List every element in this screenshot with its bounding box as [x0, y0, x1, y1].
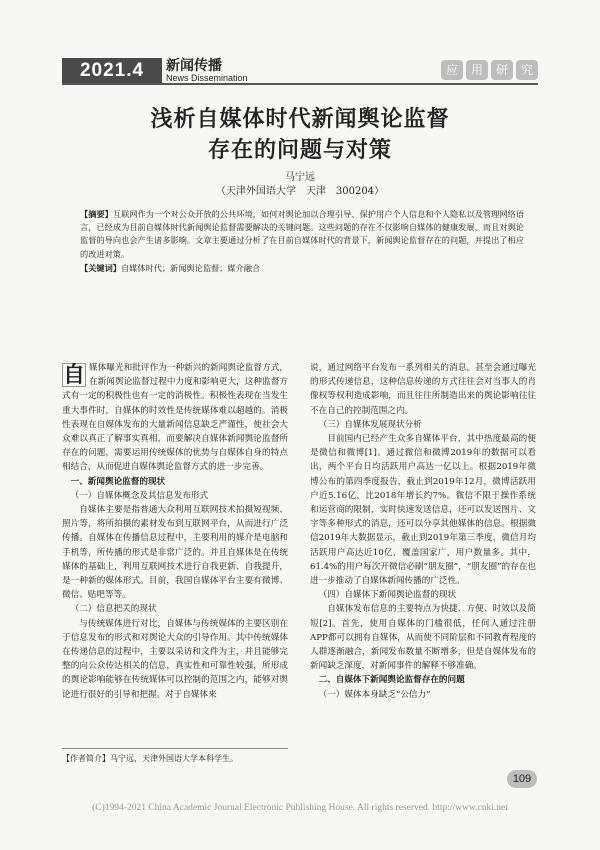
subsection-heading: （三）自媒体发展现状分析 — [318, 419, 422, 430]
year-issue: 2021.4 — [62, 58, 162, 84]
dropcap: 自 — [63, 362, 86, 388]
section-char: 用 — [466, 60, 488, 80]
abstract-text: 互联网作为一个对公众开放的公共环境，如何对舆论加以合理引导、保护用户个人信息和个人隐私以及管理网络语言，已经成为目前自媒体时代新闻舆论监督需要解决的关键问题。这些问题的存在不仅影响自媒体的健康发展，而且对舆论监督的导向也会产生诸多影响。文章主要通过分析了在目前自媒体时代的背景下，新闻舆论监督存在的问题，并提出了相应的改进对策。 — [80, 209, 524, 259]
subsection-heading: （二）信息把关的现状 — [70, 604, 157, 615]
subsection-heading: （一）媒体本身缺乏“公信力” — [318, 689, 431, 700]
body-paragraph: 自媒体发布信息的主要特点为快捷、方便、时效以及简短[2]。首先，使用自媒体的门槛很低，任何人通过注册APP都可以拥有自媒体，从而使不同阶层和不同教育程度的人群逐渐融合，新闻发布数量不断增多，但是自媒体发布的新闻缺乏深度，对新闻事件的解释不够准确。 — [310, 604, 536, 672]
keywords-text: 自媒体时代；新闻舆论监督；媒介融合 — [120, 263, 261, 273]
subsection-heading: （一）自媒体概念及其信息发布形式 — [70, 490, 209, 501]
abstract-label: 【摘要】 — [80, 209, 113, 219]
article-title-line-1: 浅析自媒体时代新闻舆论监督 — [150, 106, 450, 132]
intro-text: 媒体曝光和批评作为一种新兴的新闻舆论监督方式，在新闻舆论监督过程中力度和影响更大，这种监督方式有一定的积极性也有一定的消极性。积极性表现在当发生重大事件时，自媒体的时效性是传统媒体难以超越的。消极性表现在自媒体发布的大量新闻信息缺乏严谨性，使社会大众难以真正了解事实真相，而要解决自媒体新闻舆论监督所存在的问题，需要运用传统媒体的优势与自媒体自身的特点相结合，从而促进自媒体舆论监督方式的进一步完善。 — [62, 363, 288, 473]
right-column — [310, 361, 536, 702]
body-paragraph: 自媒体主要是指普通大众利用互联网技术拍摄短视频、照片等，将所拍摄的素材发布到互联网平台，从而进行广泛传播。自媒体在传播信息过程中，主要利用的媒介是电脑和手机等，所传播的形式是非常广泛的。并且自媒体是在传统媒体的基础上，利用互联网技术进行自我更新、自我提升，是一种新的媒体形式。目前，我国自媒体平台主要有微博、微信、贴吧等等。 — [62, 505, 288, 601]
left-column — [62, 361, 288, 702]
page-number: 109 — [507, 770, 537, 788]
keywords-label: 【关键词】 — [80, 263, 121, 273]
author-note: 【作者简介】马宁远，天津外国语大学本科学生。 — [62, 754, 238, 763]
author-affiliation: （天津外国语大学 天津 300204） — [215, 186, 385, 197]
journal-header — [62, 58, 538, 84]
body-paragraph: 与传统媒体进行对比，自媒体与传统媒体的主要区别在于信息发布的形式和对舆论大众的引导作用。其中传统媒体在传递信息的过程中，主要以采访和文件为主，并且能够完整的向公众传达相关的信息，真实性和可靠性较强，所形成的舆论影响能够在传统媒体可以控制的范围之内，能够对舆论进行很好的引导和把握。对于自媒体来 — [62, 618, 288, 700]
section-char: 应 — [441, 60, 463, 80]
abstract — [80, 208, 524, 261]
keywords — [80, 262, 524, 275]
body-paragraph: 目前国内已经产生众多自媒体平台，其中热度最高的便是微信和微博[1]。通过微信和微博2019年的数据可以看出，两个平台日均活跃用户高达一亿以上。根据2019年微博公布的第四季度报告，截止到2019年12月，微博活跃用户近5.16亿，比2018年增长约7%。微信不限于操作系统和运营商的限制，实时快速发送信息，还可以发送图片、文字等多种形式的消息，还可以分享其他媒体的信息。根据微信2019年大数据显示，截止到2019年第三季度，微信月均活跃用户高达近10亿，覆盖国家广，用户数量多。其中，61.4%的用户每次开微信必刷“朋友圈”，“朋友圈”的存在也进一步推动了自媒体新闻传播的广泛性。 — [310, 434, 536, 587]
article-title-line-2: 存在的问题与对策 — [207, 137, 392, 163]
subsection-heading: （四）自媒体下新闻舆论监督的现状 — [318, 590, 457, 601]
section-char: 究 — [516, 60, 538, 80]
section-heading: 一、新闻舆论监督的现状 — [70, 476, 166, 487]
copyright-footer: (C)1994-2021 China Academic Journal Electronic Publishing House. All rights reserved. http://www.cnki.net — [92, 803, 508, 813]
author-note-rule — [62, 748, 288, 749]
body-paragraph: 说，通过网络平台发布一系列相关的消息，甚至会通过曝光的形式传递信息，这种信息传递的方式往往会对当事人的肖像权等权利造成影响，而且往往所制造出来的舆论影响往往不在自己的控制范围之内。 — [310, 363, 536, 416]
section-heading: 二、自媒体下新闻舆论监督存在的问题 — [318, 675, 465, 686]
section-tag — [441, 60, 538, 80]
journal-name-cn: 新闻传播 — [166, 58, 222, 74]
author-name: 马宁远 — [285, 172, 315, 183]
header-rule — [62, 83, 538, 85]
journal-name-en: News Dissemination — [166, 73, 248, 83]
intro-paragraph — [62, 361, 288, 475]
section-char: 研 — [491, 60, 513, 80]
